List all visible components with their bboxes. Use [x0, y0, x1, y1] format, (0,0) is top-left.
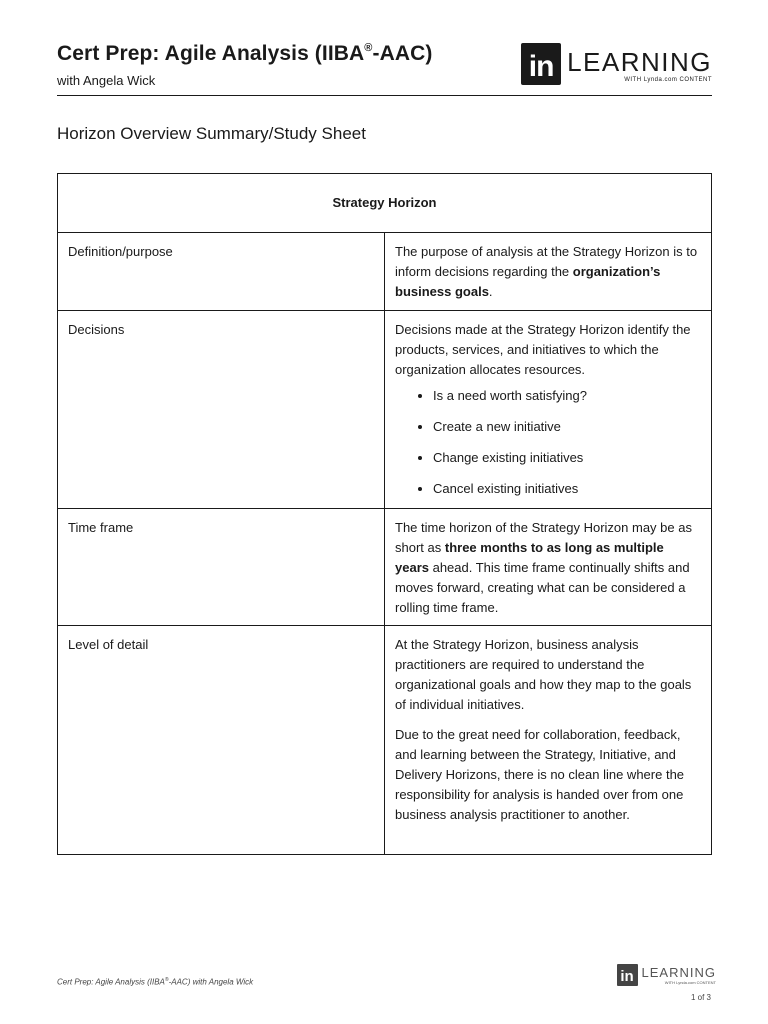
linkedin-learning-logo	[521, 43, 712, 85]
document-title	[57, 42, 433, 66]
list-item: • Is a need worth satisfying?	[433, 386, 701, 406]
row-content	[385, 311, 712, 509]
footer-text	[57, 977, 253, 987]
page-number: 1 of 3	[690, 993, 711, 1002]
text: .	[488, 284, 493, 299]
row-content	[385, 509, 712, 626]
paragraph: Due to the great need for collaboration, feedback, and learning between the Strategy, Initiative, and Delivery Horizons, there is no clean line where the responsibility for analysis is handed over from one business analysis practitioner to another.	[395, 727, 685, 822]
footer-text-suffix: -AAC) with Angela Wick	[168, 977, 254, 987]
bold-text: three months to as long as multiple years	[395, 540, 664, 575]
row-label: Decisions	[58, 311, 385, 509]
text: ahead. This time frame continually shifts and moves forward, creating what can be considered a rolling time frame.	[395, 560, 690, 615]
footer-brand-subtitle: WITH Lynda.com CONTENT	[664, 980, 716, 985]
text: The time horizon of the Strategy Horizon may be as short as	[395, 520, 692, 555]
row-content	[385, 626, 712, 855]
bold-text: organization’s business goals	[395, 264, 661, 299]
table-row	[58, 233, 712, 311]
footer-logo	[617, 964, 716, 986]
list-item: • Cancel existing initiatives	[433, 479, 701, 499]
table-header-row	[58, 174, 712, 233]
list-item: • Change existing initiatives	[433, 448, 701, 468]
list-item: • Create a new initiative	[433, 417, 701, 437]
strategy-horizon-table	[57, 173, 712, 855]
brand-subtitle: WITH Lynda.com CONTENT	[624, 77, 712, 83]
table-row	[58, 626, 712, 855]
title-suffix: -AAC)	[372, 42, 433, 65]
registered-mark: ®	[164, 977, 169, 983]
row-text: Decisions made at the Strategy Horizon identify the products, services, and initiatives to which the organization allocates resources.	[395, 322, 691, 377]
title-main: Cert Prep: Agile Analysis (IIBA	[57, 42, 365, 65]
footer-brand-text	[642, 964, 716, 985]
table-row	[58, 311, 712, 509]
row-label: Definition/purpose	[58, 233, 385, 311]
text: The purpose of analysis at the Strategy Horizon is to inform decisions regarding the	[395, 244, 698, 279]
document-header	[57, 42, 712, 96]
footer-text-main: Cert Prep: Agile Analysis (IIBA	[57, 977, 165, 987]
paragraph: At the Strategy Horizon, business analysis practitioners are required to understand the organizational goals and how they map to the goals of individual initiatives.	[395, 637, 692, 712]
linkedin-in-icon: in	[617, 964, 638, 986]
row-label: Time frame	[58, 509, 385, 626]
brand-text	[567, 43, 712, 83]
linkedin-in-icon: in	[521, 43, 561, 85]
section-title: Horizon Overview Summary/Study Sheet	[57, 124, 366, 143]
row-content	[385, 233, 712, 311]
brand-word: LEARNING	[567, 47, 712, 77]
registered-mark: ®	[364, 42, 373, 54]
document-author: with Angela Wick	[57, 73, 156, 88]
decisions-list	[395, 386, 701, 499]
footer-brand-word: LEARNING	[641, 965, 716, 980]
table-row	[58, 509, 712, 626]
row-label: Level of detail	[58, 626, 385, 855]
table-heading: Strategy Horizon	[58, 174, 712, 233]
